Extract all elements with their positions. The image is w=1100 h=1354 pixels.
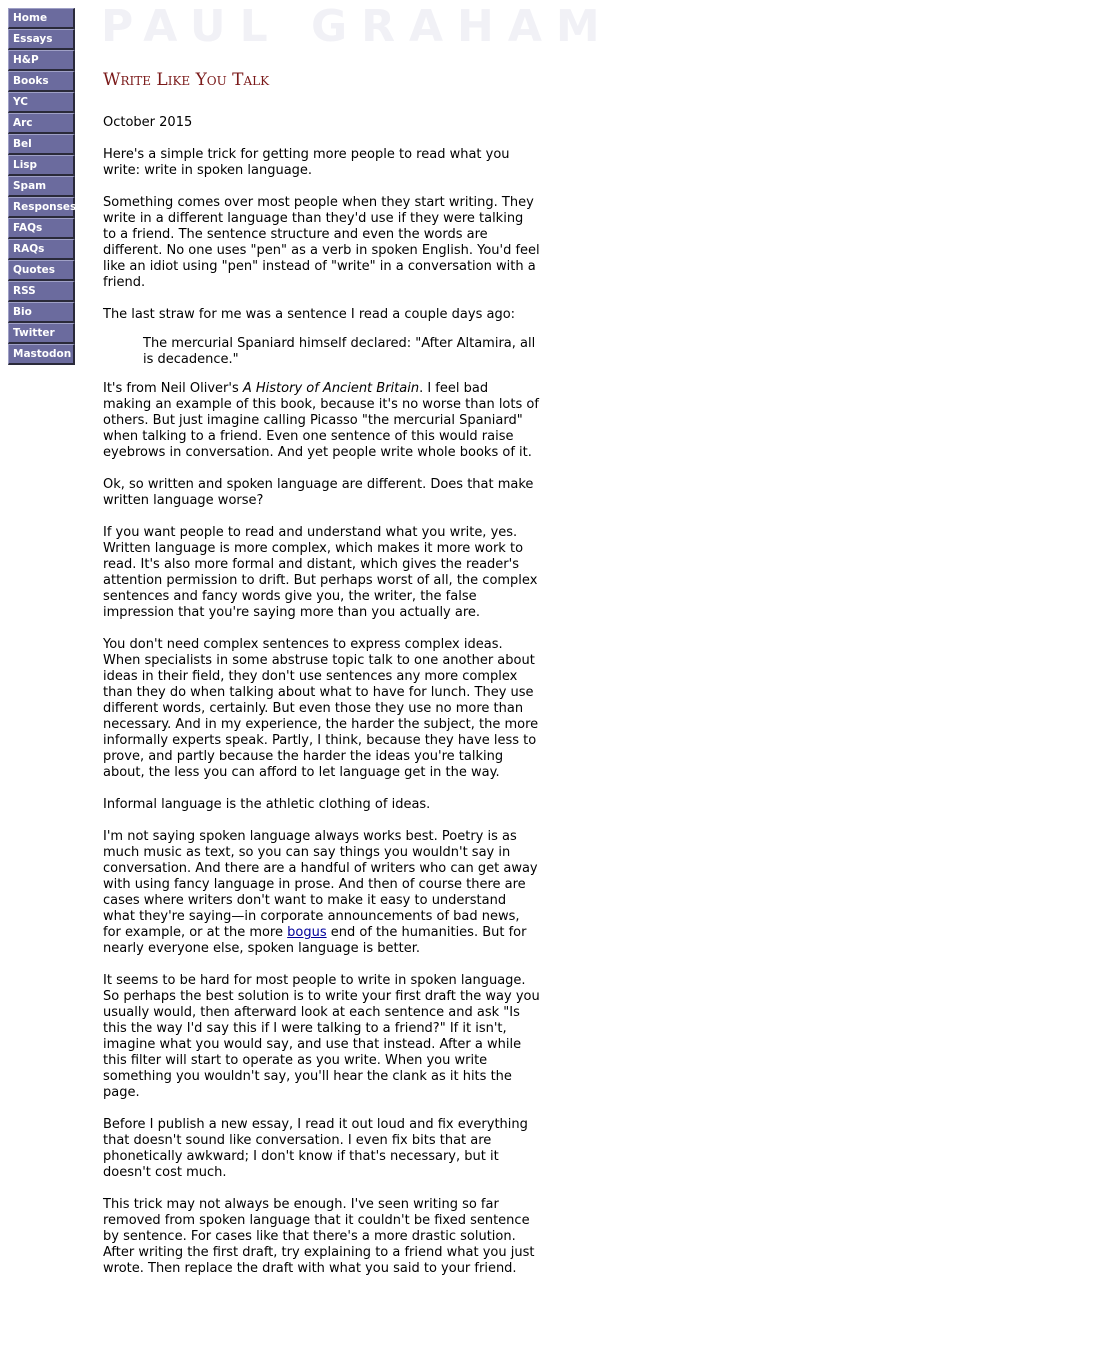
essay-paragraph: Informal language is the athletic clothing of ideas. — [103, 797, 431, 812]
essay-paragraph — [103, 381, 540, 461]
essay-paragraph: This trick may not always be enough. I've seen writing so far removed from spoken language that it couldn't be fixed sentence by sentence. For cases like that there's a more drastic solution. After writing the first draft, try explaining to a friend what you just wrote. Then replace the draft with what you said to your friend. — [103, 1197, 535, 1276]
essay-body — [103, 147, 540, 1277]
nav-hp-button[interactable]: H&P — [8, 50, 75, 71]
essay-date: October 2015 — [103, 115, 193, 130]
essay-paragraph — [103, 829, 540, 957]
essay-paragraph: Ok, so written and spoken language are different. Does that make written language worse? — [103, 477, 534, 508]
paragraph-text: . I feel bad making an example of this book, because it's no worse than lots of others. But just imagine calling Picasso "the mercurial Spaniard" when talking to a friend. Even one sentence of this would raise eyebrows in conversation. And yet people write whole books of it. — [103, 381, 539, 460]
paragraph-text: end of the humanities. But for nearly everyone else, spoken language is better. — [103, 925, 527, 956]
nav-books-button[interactable]: Books — [8, 71, 75, 92]
sidebar-nav — [8, 8, 75, 365]
essay-paragraph: Something comes over most people when they start writing. They write in a different language than they'd use if they were talking to a friend. The sentence structure and even the words are different. No one uses "pen" as a verb in spoken English. You'd feel like an idiot using "pen" instead of "write" in a conversation with a friend. — [103, 195, 540, 290]
nav-twitter-button[interactable]: Twitter — [8, 323, 75, 344]
nav-arc-button[interactable]: Arc — [8, 113, 75, 134]
nav-raqs-button[interactable]: RAQs — [8, 239, 75, 260]
essay-paragraph: Here's a simple trick for getting more people to read what you write: write in spoken language. — [103, 147, 510, 178]
nav-home-button[interactable]: Home — [8, 8, 75, 29]
essay-paragraph: It seems to be hard for most people to write in spoken language. So perhaps the best solution is to write your first draft the way you usually would, then afterward look at each sentence and ask "Is this the way I'd say this if I were talking to a friend?" If it isn't, imagine what you would say, and use that instead. After a while this filter will start to operate as you write. When you write something you wouldn't say, you'll hear the clank as it hits the page. — [103, 973, 540, 1100]
book-title: A History of Ancient Britain — [242, 381, 420, 396]
bogus-link[interactable]: bogus — [287, 925, 327, 940]
site-logo[interactable]: PAUL GRAHAM — [101, 1, 614, 52]
nav-yc-button[interactable]: YC — [8, 92, 75, 113]
nav-essays-button[interactable]: Essays — [8, 29, 75, 50]
essay-title: Write Like You Talk — [103, 70, 270, 90]
essay-content — [103, 68, 540, 1293]
nav-rss-button[interactable]: RSS — [8, 281, 75, 302]
nav-spam-button[interactable]: Spam — [8, 176, 75, 197]
essay-paragraph: If you want people to read and understand what you write, yes. Written language is more complex, which makes it more work to read. It's also more formal and distant, which gives the reader's attention permission to drift. But perhaps worst of all, the complex sentences and fancy words give you, the writer, the false impression that you're saying more than you actually are. — [103, 525, 538, 620]
nav-quotes-button[interactable]: Quotes — [8, 260, 75, 281]
nav-faqs-button[interactable]: FAQs — [8, 218, 75, 239]
essay-paragraph: The last straw for me was a sentence I read a couple days ago: — [103, 307, 516, 322]
nav-bio-button[interactable]: Bio — [8, 302, 75, 323]
nav-responses-button[interactable]: Responses — [8, 197, 75, 218]
block-quote: The mercurial Spaniard himself declared: "After Altamira, all is decadence." — [143, 336, 536, 367]
nav-mastodon-button[interactable]: Mastodon — [8, 344, 75, 365]
nav-lisp-button[interactable]: Lisp — [8, 155, 75, 176]
essay-paragraph: You don't need complex sentences to express complex ideas. When specialists in some abstruse topic talk to one another about ideas in their field, they don't use sentences any more complex than they do when talking about what to have for lunch. They use different words, certainly. But even those they use no more than necessary. And in my experience, the harder the subject, the more informally experts speak. Partly, I think, because they have less to prove, and partly because the harder the ideas you're talking about, the less you can afford to let language get in the way. — [103, 637, 539, 780]
paragraph-text: I'm not saying spoken language always works best. Poetry is as much music as text, so you can say things you wouldn't say in conversation. And there are a handful of writers who can get away with using fancy language in prose. And then of course there are cases where writers don't want to make it easy to understand what they're saying—in corporate announcements of bad news, for example, or at the more — [103, 829, 538, 940]
nav-bel-button[interactable]: Bel — [8, 134, 75, 155]
essay-paragraph: Before I publish a new essay, I read it out loud and fix everything that doesn't sound like conversation. I even fix bits that are phonetically awkward; I don't know if that's necessary, but it doesn't cost much. — [103, 1117, 528, 1180]
paragraph-text: It's from Neil Oliver's — [103, 381, 243, 396]
